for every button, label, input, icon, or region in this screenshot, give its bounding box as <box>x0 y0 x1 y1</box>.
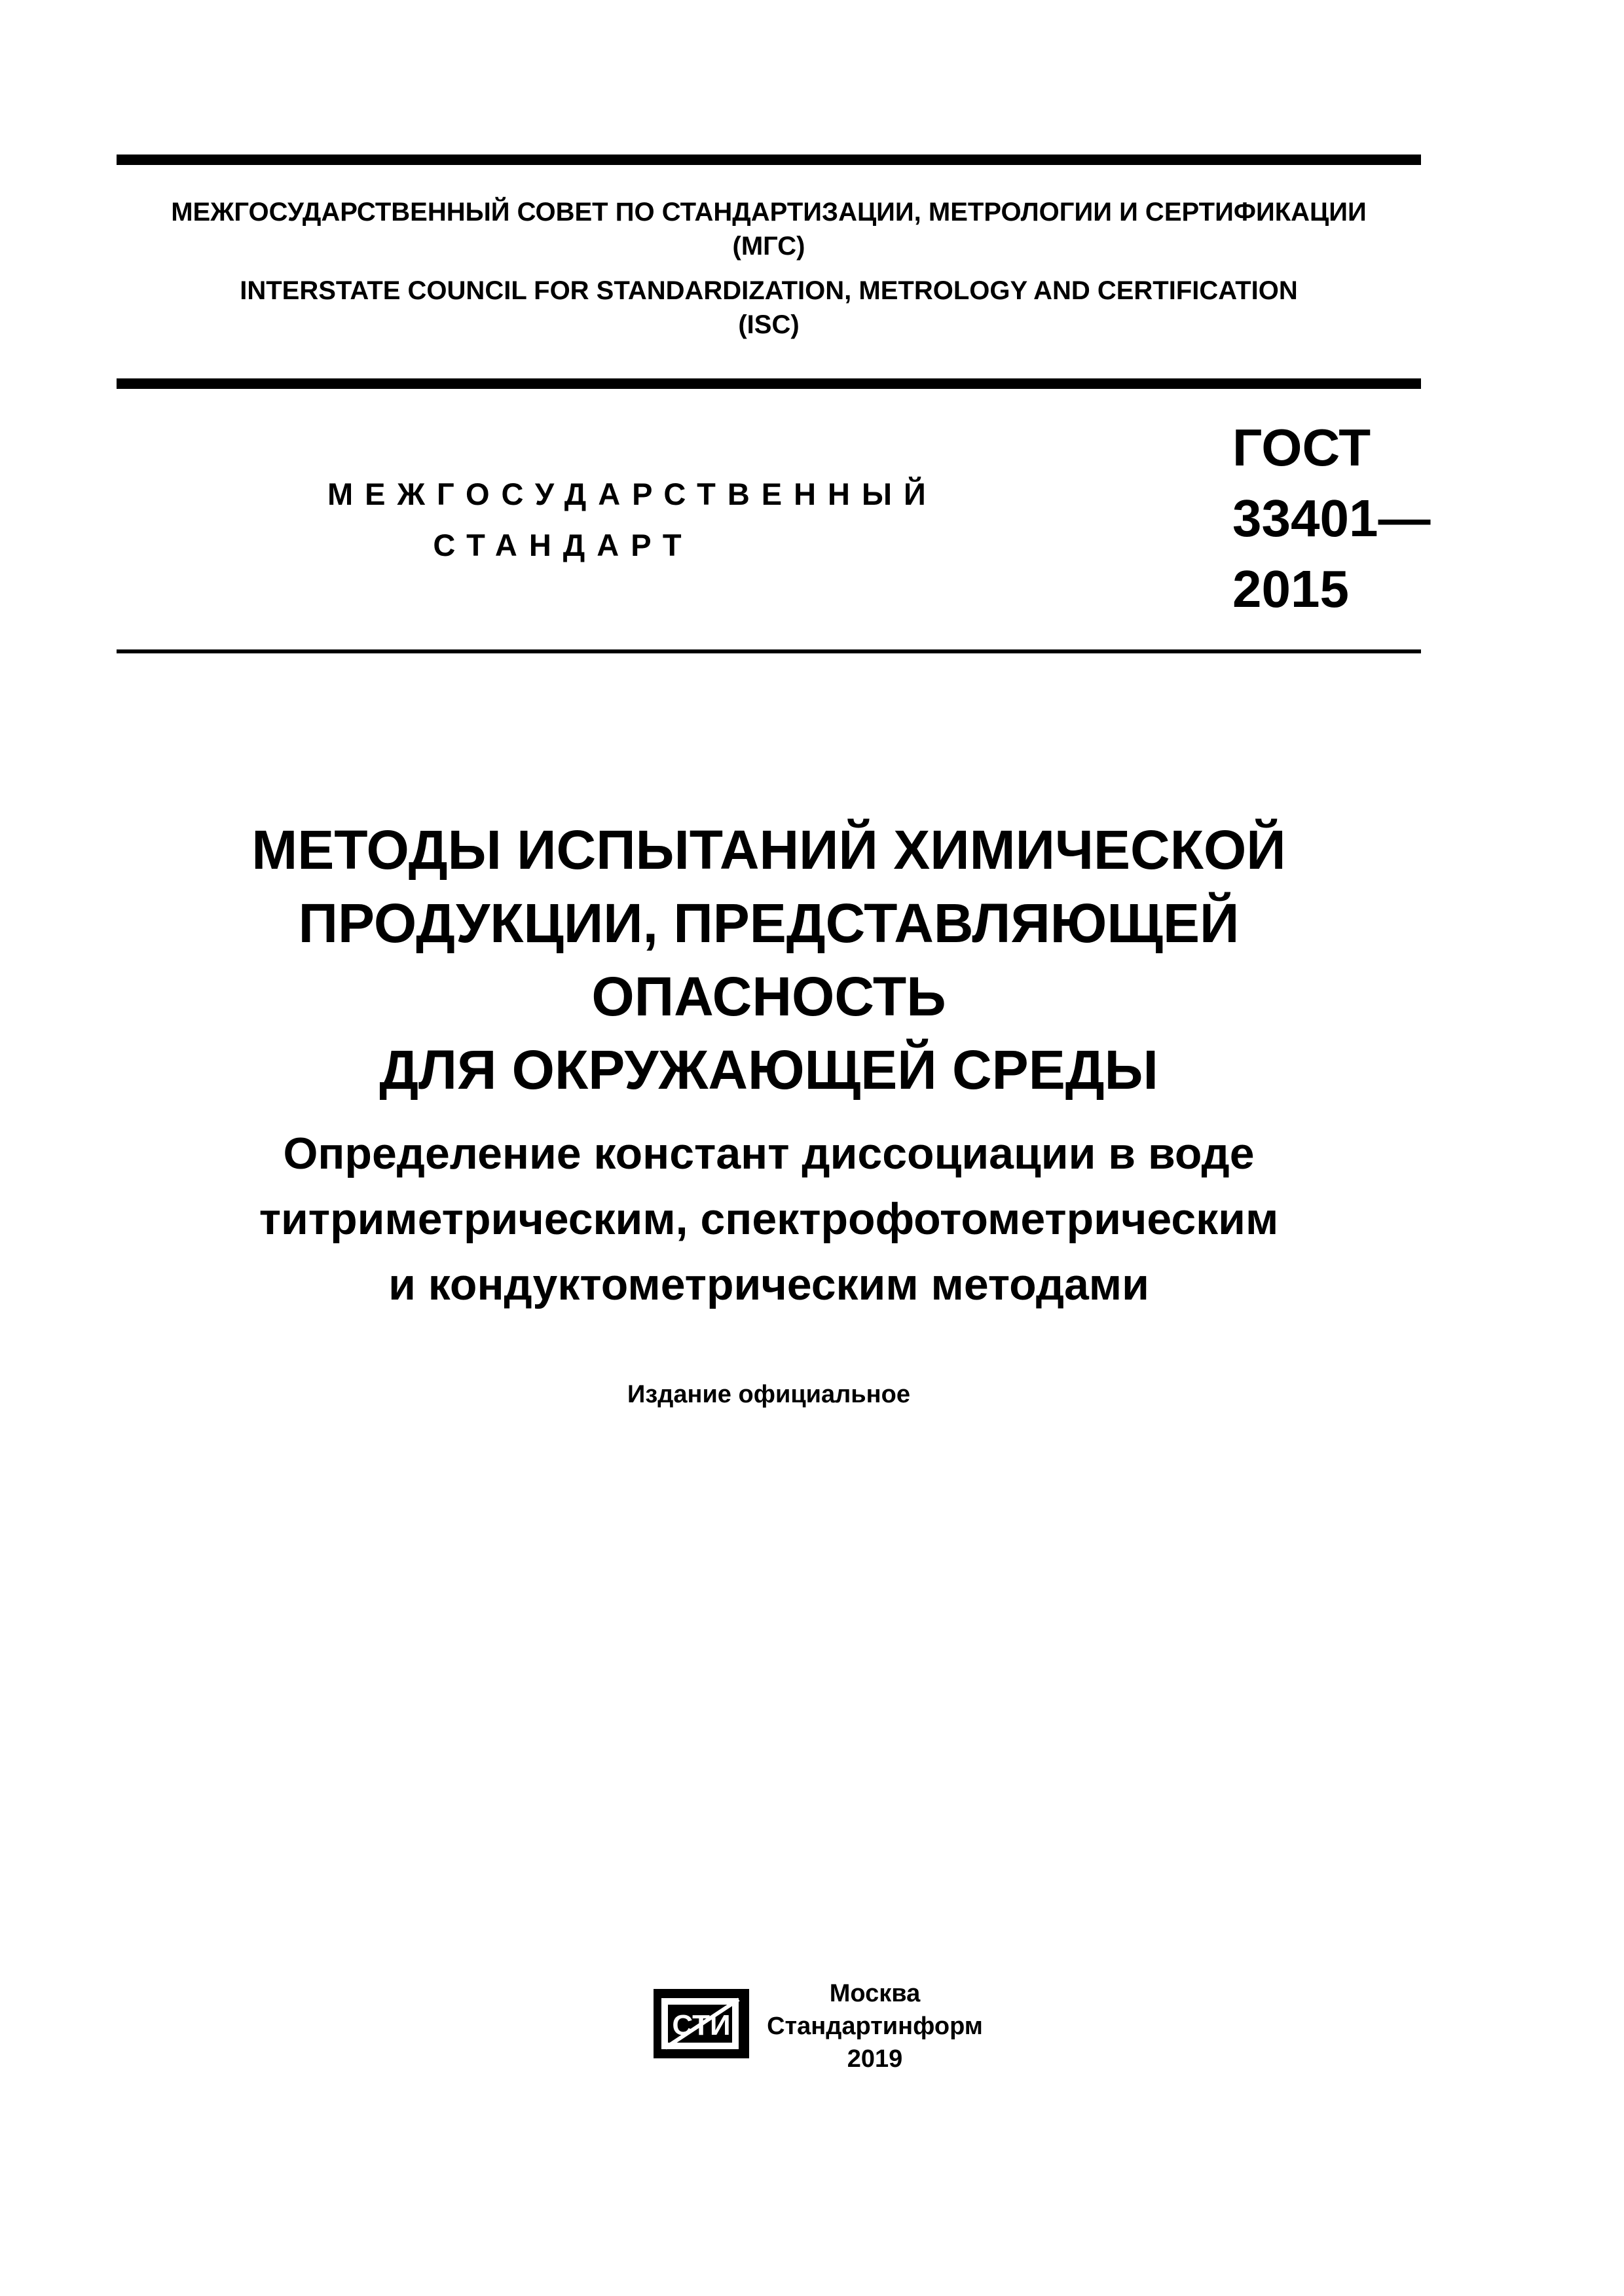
standard-kind-line2: СТАНДАРТ <box>433 528 693 562</box>
standard-code-prefix: ГОСТ <box>1232 418 1371 477</box>
council-name-ru-line1: МЕЖГОСУДАРСТВЕННЫЙ СОВЕТ ПО СТАНДАРТИЗАЦИИ, МЕТРОЛОГИИ И СЕРТИФИКАЦИИ <box>171 198 1367 227</box>
middle-rule <box>117 378 1421 389</box>
publisher-block <box>652 1977 993 2073</box>
top-rule <box>117 155 1421 165</box>
publisher-name: Стандартинформ <box>767 2013 983 2040</box>
logo-text: СТИ <box>672 2009 731 2041</box>
bottom-rule <box>117 649 1421 653</box>
standard-code-number: 33401— <box>1232 489 1431 547</box>
publisher-city: Москва <box>829 1980 921 2007</box>
title-sub-line: титриметрическим, спектрофотометрическим <box>259 1194 1279 1244</box>
standard-kind-line1: МЕЖГОСУДАРСТВЕННЫЙ <box>327 477 938 511</box>
council-name-ru <box>117 195 1421 263</box>
standard-kind <box>327 469 938 571</box>
title-main-line: ДЛЯ ОКРУЖАЮЩЕЙ СРЕДЫ <box>379 1039 1158 1101</box>
title-main-line: МЕТОДЫ ИСПЫТАНИЙ ХИМИЧЕСКОЙ <box>251 819 1286 881</box>
council-name-en <box>117 274 1421 342</box>
edition-label: Издание официальное <box>627 1381 910 1408</box>
council-abbr-en: (ISC) <box>738 310 800 339</box>
standard-code <box>1232 412 1430 625</box>
document-title <box>117 813 1421 1317</box>
council-name-en-line1: INTERSTATE COUNCIL FOR STANDARDIZATION, METROLOGY AND CERTIFICATION <box>240 276 1298 305</box>
standartinform-logo-icon <box>652 1988 750 2060</box>
publisher-info <box>757 1977 993 2075</box>
publisher-year: 2019 <box>847 2045 903 2073</box>
title-main-line: ПРОДУКЦИИ, ПРЕДСТАВЛЯЮЩЕЙ ОПАСНОСТЬ <box>298 892 1240 1027</box>
standard-code-year: 2015 <box>1232 560 1349 618</box>
title-sub-line: Определение констант диссоциации в воде <box>283 1129 1255 1178</box>
council-abbr-ru: (МГС) <box>732 232 805 261</box>
title-sub-line: и кондуктометрическим методами <box>388 1260 1149 1309</box>
